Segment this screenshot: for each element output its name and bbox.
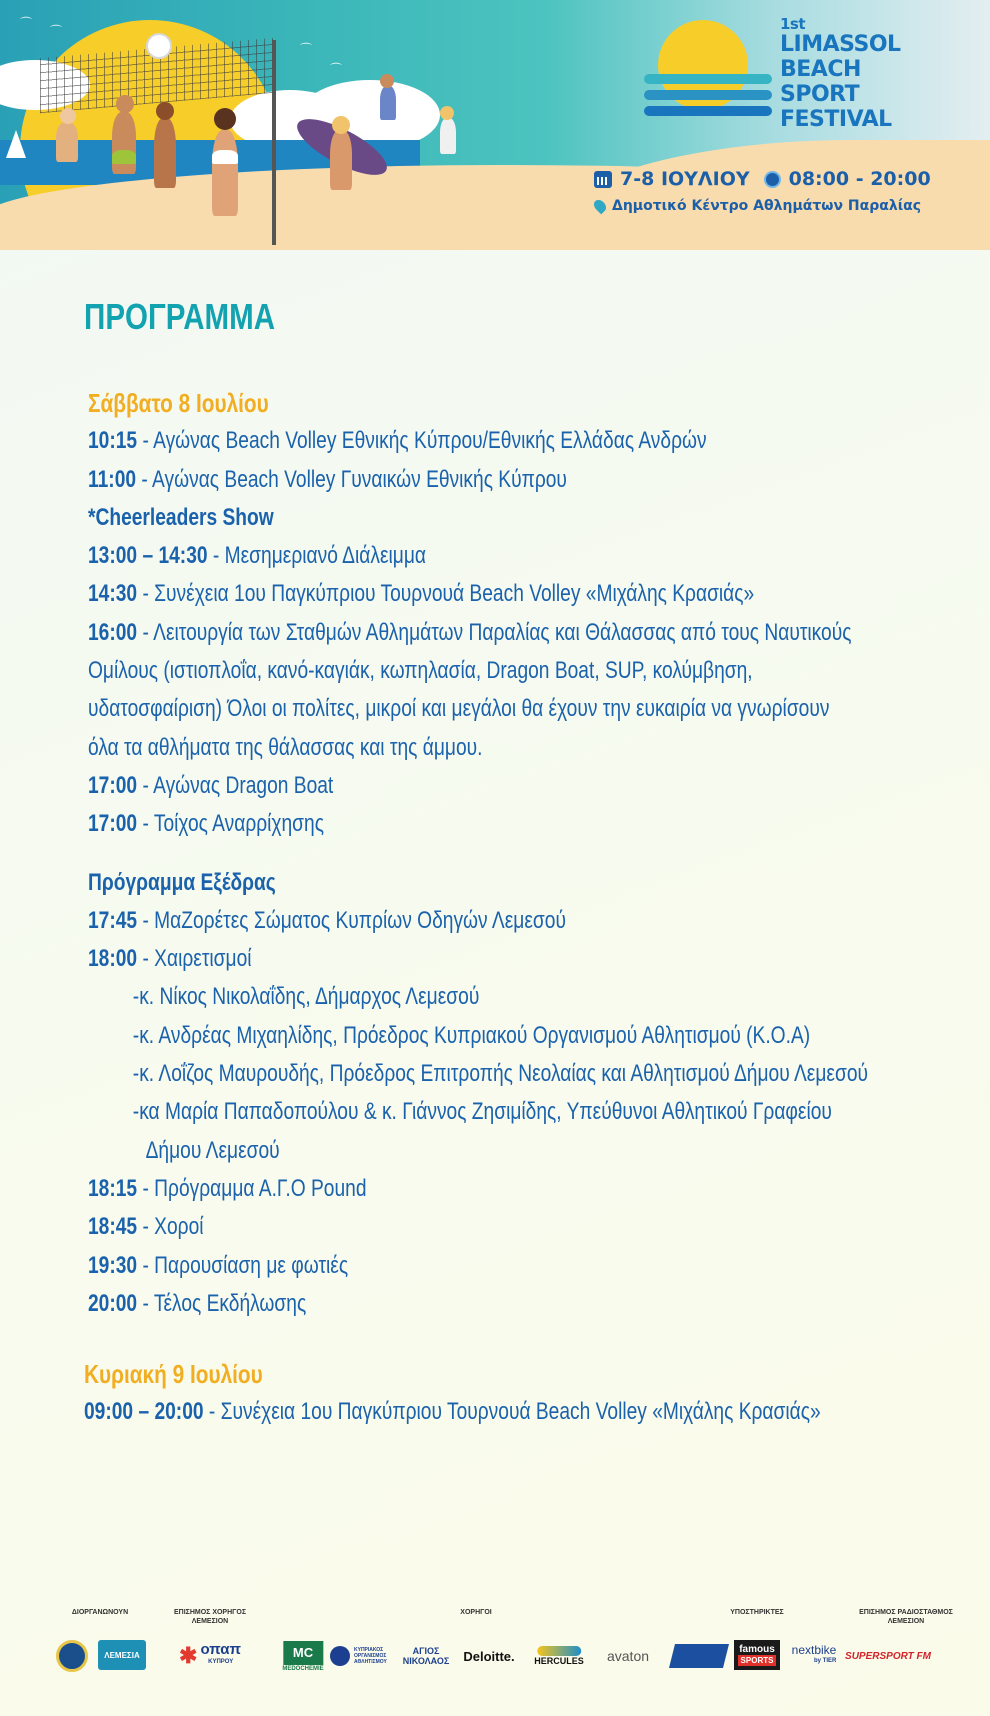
- bird-icon: ⌒: [300, 42, 313, 56]
- schedule-item: [88, 575, 776, 613]
- medochemie-wordmark: MEDOCHEMIE: [282, 1665, 324, 1672]
- page-title: ΠΡΟΓΡΑΜΜΑ: [84, 296, 276, 337]
- day-heading: Κυριακή 9 Ιουλίου: [84, 1359, 263, 1390]
- player-head-illustration: [214, 108, 236, 130]
- event-dates: 7-8 ΙΟΥΛΙΟΥ: [620, 168, 750, 190]
- schedule-item: [88, 499, 776, 537]
- schedule-item: [88, 422, 776, 460]
- sponsors-label: ΧΟΡΗΓΟΙ: [460, 1609, 492, 1616]
- greeting-item: -κ. Νίκος Νικολαΐδης, Δήμαρχος Λεμεσού: [132, 983, 480, 1011]
- schedule-time: 18:00: [88, 945, 138, 973]
- clock-icon: [764, 171, 781, 188]
- event-hours: 08:00 - 20:00: [788, 168, 931, 190]
- volleyball-icon: [146, 33, 172, 59]
- festival-logo: [640, 14, 901, 132]
- schedule-item: [88, 1208, 776, 1246]
- official-sponsor-label: ΕΠΙΣΗΜΟΣ ΧΟΡΗΓΟΣ ΛΕΜΕΣΙΟΝ: [173, 1609, 247, 1625]
- schedule-item: [88, 1247, 776, 1285]
- greeting-item: -κ. Λοΐζος Μαυρουδής, Πρόεδρος Επιτροπής Νεολαίας και Αθλητισμού Δήμου Λεμεσού: [132, 1060, 869, 1088]
- supersport-fm-logo: SUPERSPORT FM: [845, 1650, 931, 1662]
- schedule-time: 17:45: [88, 906, 138, 934]
- schedule-time: 13:00 – 14:30: [88, 542, 208, 570]
- greeting-item-continuation: Δήμου Λεμεσού: [145, 1136, 280, 1164]
- supporters-label: ΥΠΟΣΤΗΡΙΚΤΕΣ: [730, 1609, 784, 1616]
- logo-line: BEACH: [780, 57, 861, 82]
- net-pole-illustration: [272, 40, 276, 245]
- schedule-item: [88, 1170, 776, 1208]
- nextbike-wordmark: nextbike: [791, 1643, 837, 1657]
- bird-icon: ⌒: [20, 16, 33, 30]
- schedule-item-continuation: υδατοσφαίριση) Όλοι οι πολίτες, μικροί και μεγάλοι θα έχουν την ευκαιρία να γνωρίσουν: [88, 695, 830, 723]
- section-heading: Πρόγραμμα Εξέδρας: [88, 868, 276, 896]
- schedule-time: 10:15: [88, 427, 138, 455]
- opap-logo: [179, 1640, 241, 1672]
- bird-icon: ⌒: [50, 24, 63, 38]
- schedule-time: 19:30: [88, 1251, 138, 1279]
- koa-wordmark: ΚΥΠΡΙΑΚΟΣ ΟΡΓΑΝΙΣΜΟΣ ΑΘΛΗΤΙΣΜΟΥ: [354, 1647, 387, 1665]
- schedule-item: [88, 767, 776, 805]
- schedule-item: [88, 1285, 776, 1323]
- logo-line: 1st: [780, 15, 806, 33]
- schedule-text: - Μεσημεριανό Διάλειμμα: [207, 542, 427, 570]
- schedule-text: - Παρουσίαση με φωτιές: [137, 1251, 349, 1279]
- organizers-label: ΔΙΟΡΓΑΝΩΝΟΥΝ: [71, 1609, 129, 1616]
- logo-wave-icon: [644, 90, 772, 100]
- schedule-time: 18:15: [88, 1174, 138, 1202]
- schedule-text: - ΜαΖορέτες Σώματος Κυπρίων Οδηγών Λεμεσού: [137, 906, 566, 934]
- famous-sports-logo: [734, 1640, 780, 1670]
- greeting-item: -κα Μαρία Παπαδοπούλου & κ. Γιάννος Ζησιμίδης, Υπεύθυνοι Αθλητικού Γραφείου: [132, 1098, 832, 1126]
- agios-nikolaos-logo: ΑΓΙΟΣ ΝΙΚΟΛΑΟΣ: [402, 1646, 450, 1666]
- hercules-wordmark: HERCULES: [534, 1656, 584, 1666]
- lemesia-logo: ΛΕΜΕΣΙΑ: [98, 1640, 146, 1670]
- koa-emblem-icon: [330, 1646, 350, 1666]
- opap-sub: ΚΥΠΡΟΥ: [208, 1659, 234, 1665]
- opap-star-icon: ✱: [179, 1643, 198, 1668]
- schedule-item: [84, 1393, 821, 1431]
- sponsors-footer: [0, 1600, 990, 1716]
- koa-logo: [330, 1640, 394, 1672]
- tennis-player-head-illustration: [380, 74, 394, 88]
- marlow-mark-icon: [669, 1644, 729, 1668]
- greeting-item: -κ. Ανδρέας Μιχαηλίδης, Πρόεδρος Κυπριακού Οργανισμού Αθλητισμού (Κ.Ο.Α): [132, 1021, 811, 1049]
- schedule-text: - Λειτουργία των Σταθμών Αθλημάτων Παραλίας και Θάλασσας από τους Ναυτικούς: [137, 618, 852, 646]
- schedule-item: [88, 940, 776, 978]
- header-banner: [0, 0, 990, 250]
- schedule-time: 11:00: [88, 465, 137, 493]
- player-head-illustration: [116, 95, 134, 113]
- event-info: [594, 168, 931, 214]
- schedule-item: [88, 805, 776, 843]
- schedule-item: [88, 902, 776, 940]
- medochemie-mark-icon: MC: [283, 1641, 323, 1665]
- player-shorts-illustration: [112, 150, 136, 164]
- schedule-text: - Τέλος Εκδήλωσης: [137, 1289, 307, 1317]
- schedule: [84, 384, 948, 1432]
- hercules-mark-icon: [537, 1646, 581, 1656]
- player-head-illustration: [60, 108, 76, 124]
- nextbike-sub: by TIER: [814, 1658, 837, 1664]
- opap-wordmark: οπαπ: [200, 1641, 241, 1658]
- hercules-logo: [534, 1640, 584, 1672]
- location-pin-icon: [592, 198, 609, 215]
- schedule-time: 16:00: [88, 618, 138, 646]
- surfer-head-illustration: [332, 116, 350, 134]
- famous-wordmark: famous: [739, 1644, 775, 1655]
- schedule-item: [88, 614, 852, 652]
- schedule-time: 09:00 – 20:00: [84, 1398, 204, 1426]
- player-illustration: [212, 130, 238, 216]
- calendar-icon: [594, 171, 612, 188]
- schedule-time: 14:30: [88, 580, 138, 608]
- schedule-text: - Αγώνας Dragon Boat: [137, 771, 334, 799]
- player-illustration: [112, 112, 136, 174]
- avaton-logo: avaton: [606, 1648, 650, 1664]
- logo-line: LIMASSOL: [780, 32, 901, 57]
- logo-line: SPORT: [780, 82, 860, 107]
- nextbike-logo: [792, 1640, 837, 1672]
- schedule-text: - Χαιρετισμοί: [137, 945, 252, 973]
- schedule-item-continuation: όλα τα αθλήματα της θάλασσας και της άμμου.: [88, 733, 483, 761]
- schedule-time: *Cheerleaders Show: [88, 503, 274, 531]
- player-illustration: [154, 118, 176, 188]
- schedule-text: - Χοροί: [137, 1213, 204, 1241]
- logo-wave-icon: [644, 74, 772, 84]
- player-bikini-illustration: [212, 150, 238, 164]
- radio-label: ΕΠΙΣΗΜΟΣ ΡΑΔΙΟΣΤΑΘΜΟΣ ΛΕΜΕΣΙΟΝ: [859, 1609, 953, 1625]
- player-illustration: [56, 122, 78, 162]
- logo-line: FESTIVAL: [780, 107, 892, 132]
- player-head-illustration: [156, 102, 174, 120]
- sailboat-icon: [6, 130, 26, 158]
- tennis-player-head-illustration: [440, 106, 454, 120]
- marlow-logo: [672, 1640, 726, 1672]
- schedule-time: 17:00: [88, 810, 138, 838]
- schedule-time: 17:00: [88, 771, 138, 799]
- schedule-item: [88, 537, 776, 575]
- schedule-text: - Αγώνας Beach Volley Εθνικής Κύπρου/Εθνικής Ελλάδας Ανδρών: [137, 427, 707, 455]
- day-heading: Σάββατο 8 Ιουλίου: [88, 388, 269, 418]
- tennis-player-illustration: [380, 86, 396, 120]
- schedule-text: - Πρόγραμμα Α.Γ.Ο Pound: [137, 1174, 367, 1202]
- schedule-item: [88, 461, 776, 499]
- schedule-text: - Συνέχεια 1ου Παγκύπριου Τουρνουά Beach Volley «Μιχάλης Κρασιάς»: [203, 1398, 821, 1426]
- sports-wordmark: SPORTS: [738, 1655, 777, 1666]
- schedule-time: 18:45: [88, 1213, 138, 1241]
- surfer-illustration: [330, 130, 352, 190]
- logo-wave-icon: [644, 106, 772, 116]
- event-venue: Δημοτικό Κέντρο Αθλημάτων Παραλίας: [612, 198, 922, 214]
- bird-icon: ⌒: [330, 62, 343, 76]
- schedule-text: - Τοίχος Αναρρίχησης: [137, 810, 324, 838]
- schedule-time: 20:00: [88, 1289, 138, 1317]
- schedule-item-continuation: Ομίλους (ιστιοπλοΐα, κανό-καγιάκ, κωπηλασία, Dragon Boat, SUP, κολύμβηση,: [88, 657, 753, 685]
- logo-wordmark: [780, 16, 901, 132]
- deloitte-logo: Deloitte.: [463, 1648, 515, 1664]
- tennis-player-illustration: [440, 118, 456, 154]
- medochemie-logo: [282, 1640, 323, 1674]
- schedule-text: - Συνέχεια 1ου Παγκύπριου Τουρνουά Beach Volley «Μιχάλης Κρασιάς»: [137, 580, 755, 608]
- municipality-seal-logo: [56, 1640, 88, 1672]
- schedule-text: - Αγώνας Beach Volley Γυναικών Εθνικής Κύπρου: [136, 465, 567, 493]
